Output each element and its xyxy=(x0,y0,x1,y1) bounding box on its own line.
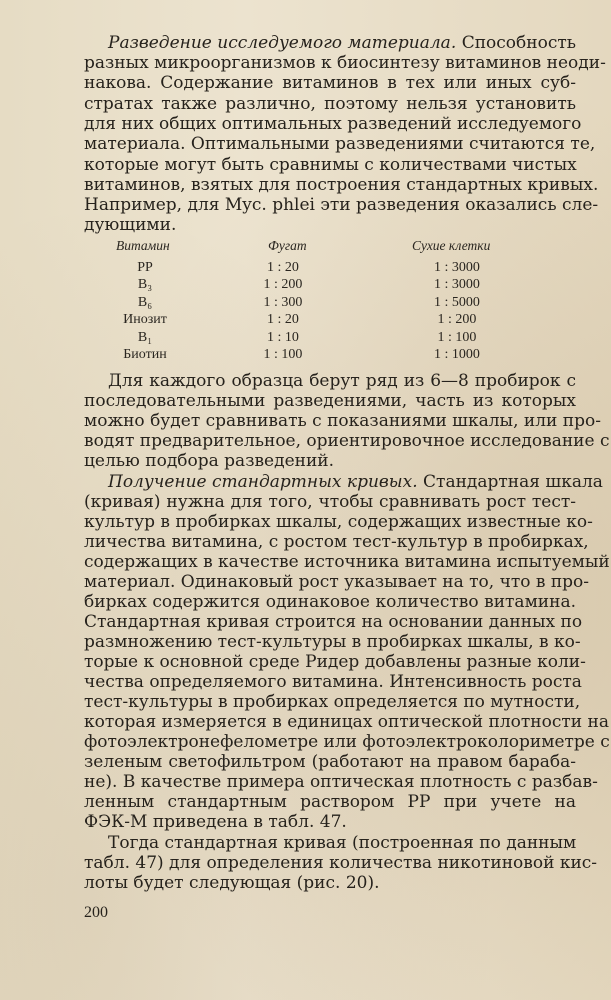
table-cell-vitamin: Биотин xyxy=(123,347,167,362)
section-heading-standard-curves: Получение стандартных кривых. xyxy=(108,472,418,492)
table-row xyxy=(100,295,520,313)
text-line: витаминов, взятых для построения стандартных кривых. xyxy=(84,175,599,195)
table-cell-dry-cells: 1 : 3000 xyxy=(434,277,480,292)
text-line: Тогда стандартная кривая (построенная по данным xyxy=(108,833,577,853)
text-line: Разведение исследуемого материала. Способность xyxy=(108,33,577,53)
table-cell-fugat: 1 : 20 xyxy=(267,312,299,327)
table-cell-vitamin: B₃ xyxy=(137,277,153,292)
table-row xyxy=(100,330,520,348)
section-heading-dilution: Разведение исследуемого материала. xyxy=(108,33,457,53)
table-cell-fugat: 1 : 300 xyxy=(263,294,303,310)
text-line: торые к основной среде Ридер добавлены разные коли- xyxy=(84,652,586,672)
text-line: Для каждого образца берут ряд из 6—8 пробирок с xyxy=(108,371,576,391)
text-line: культур в пробирках шкалы, содержащих известные ко- xyxy=(84,512,593,532)
text-line: Например, для Myc. phlei эти разведения оказались сле- xyxy=(84,195,599,215)
text-line: табл. 47) для определения количества никотиновой кис- xyxy=(84,853,598,873)
text-line: материал. Одинаковый рост указывает на то, что в про- xyxy=(84,572,590,592)
text-line: накова. Содержание витаминов в тех или иных суб- xyxy=(84,73,576,93)
text-line: чества определяемого витамина. Интенсивность роста xyxy=(84,672,582,692)
dilution-table xyxy=(100,238,520,361)
text-line: дующими. xyxy=(84,215,177,235)
page-number: 200 xyxy=(84,904,108,921)
text-line: бирках содержится одинаковое количество витамина. xyxy=(84,592,576,612)
table-cell-dry-cells: 1 : 200 xyxy=(437,312,477,327)
table-row xyxy=(100,277,520,295)
text-line: содержащих в качестве источника витамина испытуемый xyxy=(84,552,610,572)
text-line: Стандартная кривая строится на основании данных по xyxy=(84,612,583,632)
text-line: Получение стандартных кривых. Стандартная шкала xyxy=(108,472,603,492)
column-header-vitamin: Витамин xyxy=(116,238,170,253)
text-line: (кривая) нужна для того, чтобы сравнивать рост тест- xyxy=(84,492,576,512)
text-line: фотоэлектронефелометре или фотоэлектроколориметре с xyxy=(84,732,610,752)
table-cell-dry-cells: 1 : 1000 xyxy=(434,347,480,362)
table-cell-fugat: 1 : 100 xyxy=(263,347,303,362)
table-header-row xyxy=(100,238,520,256)
text-line: последовательными разведениями, часть из которых xyxy=(84,391,576,411)
text-line: водят предварительное, ориентировочное исследование с xyxy=(84,431,610,451)
text-line: для них общих оптимальных разведений исследуемого xyxy=(84,114,582,134)
table-cell-fugat: 1 : 20 xyxy=(267,259,299,275)
table-cell-vitamin: Инозит xyxy=(123,312,167,327)
text-line: личества витамина, с ростом тест-культур в пробирках, xyxy=(84,532,589,552)
text-line: ФЭК-М приведена в табл. 47. xyxy=(84,812,347,832)
table-cell-vitamin: PP xyxy=(137,259,153,275)
column-header-fugat: Фугат xyxy=(268,238,307,253)
text-line: лоты будет следующая (рис. 20). xyxy=(84,873,380,893)
table-cell-dry-cells: 1 : 100 xyxy=(437,329,477,345)
table-cell-fugat: 1 : 10 xyxy=(267,329,299,345)
table-cell-vitamin: B₁ xyxy=(137,329,153,345)
text-line: которая измеряется в единицах оптической плотности на xyxy=(84,712,609,732)
text-line: целью подбора разведений. xyxy=(84,451,335,471)
table-row xyxy=(100,312,520,330)
text-line: зеленым светофильтром (работают на правом бараба- xyxy=(84,752,576,772)
table-cell-dry-cells: 1 : 3000 xyxy=(434,259,480,275)
text-line: которые могут быть сравнимы с количествами чистых xyxy=(84,155,577,175)
text-line: стратах также различно, поэтому нельзя установить xyxy=(84,94,576,114)
text-line: не). В качестве примера оптическая плотность с разбав- xyxy=(84,772,598,792)
table-row xyxy=(100,347,520,365)
column-header-dry-cells: Сухие клетки xyxy=(412,238,491,253)
text-line: размножению тест-культуры в пробирках шкалы, в ко- xyxy=(84,632,581,652)
text-line: ленным стандартным раствором PP при учете на xyxy=(84,792,576,812)
text-line: можно будет сравнивать с показаниями шкалы, или про- xyxy=(84,411,601,431)
text-line: разных микроорганизмов к биосинтезу витаминов неоди- xyxy=(84,53,606,73)
text-line: материала. Оптимальными разведениями считаются те, xyxy=(84,134,596,154)
table-row xyxy=(100,260,520,278)
table-cell-vitamin: B₆ xyxy=(137,294,153,310)
table-cell-fugat: 1 : 200 xyxy=(263,277,303,292)
table-cell-dry-cells: 1 : 5000 xyxy=(434,294,480,310)
text-line: тест-культуры в пробирках определяется по мутности, xyxy=(84,692,581,712)
